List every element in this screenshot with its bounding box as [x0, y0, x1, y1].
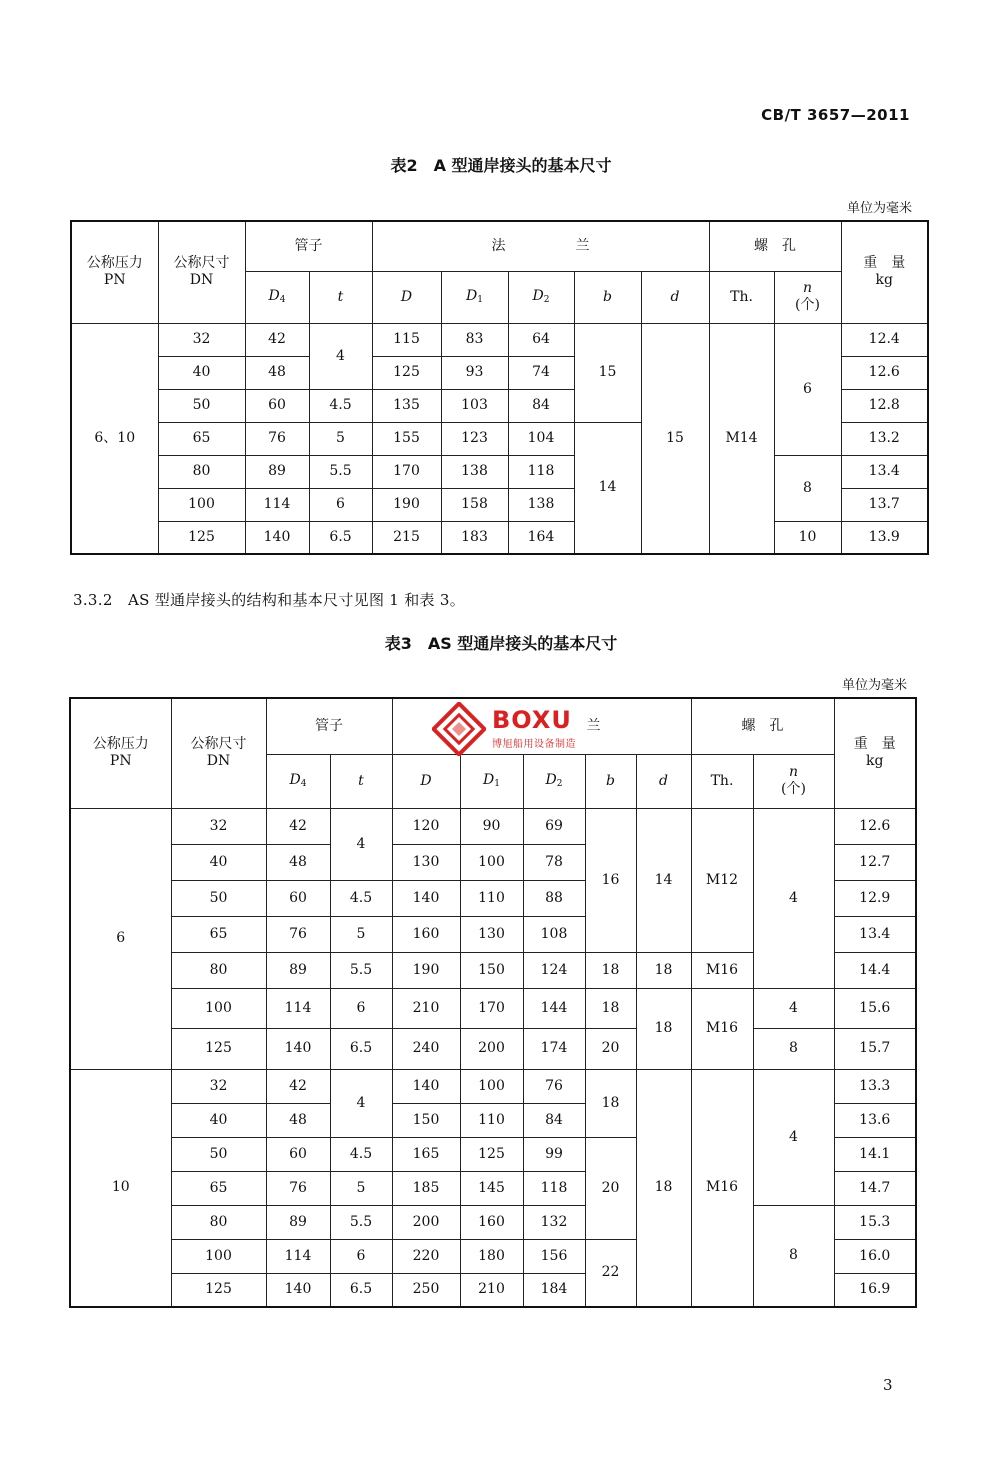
cell: 93: [441, 356, 508, 389]
cell: 83: [441, 323, 508, 356]
cell: 60: [245, 389, 309, 422]
cell: 123: [441, 422, 508, 455]
cell: 13.3: [834, 1069, 916, 1103]
cell: 100: [158, 488, 245, 521]
cell: 174: [523, 1028, 585, 1069]
cell: 140: [266, 1273, 330, 1307]
cell: 120: [392, 808, 460, 844]
cell: 50: [171, 1137, 266, 1171]
cell: 13.6: [834, 1103, 916, 1137]
cell: 15.3: [834, 1205, 916, 1239]
cell: 18: [585, 1069, 636, 1137]
cell: 69: [523, 808, 585, 844]
cell: 88: [523, 880, 585, 916]
table-row: [70, 1028, 916, 1069]
cell: 5.5: [330, 1205, 392, 1239]
cell: 200: [392, 1205, 460, 1239]
cell: 124: [523, 952, 585, 988]
cell: 40: [158, 356, 245, 389]
cell: 140: [245, 521, 309, 554]
cell: 104: [508, 422, 574, 455]
cell: 14.4: [834, 952, 916, 988]
table3-title: 表3 AS 型通岸接头的基本尺寸: [384, 634, 618, 653]
cell: 8: [753, 1205, 834, 1307]
cell: 164: [508, 521, 574, 554]
cell: 160: [392, 916, 460, 952]
cell: 15.6: [834, 988, 916, 1028]
table2-unit: 单位为毫米: [846, 201, 912, 216]
cell: 185: [392, 1171, 460, 1205]
cell: 4: [330, 808, 392, 880]
cell: 32: [171, 1069, 266, 1103]
cell: 89: [245, 455, 309, 488]
cell: 150: [392, 1103, 460, 1137]
cell: 84: [523, 1103, 585, 1137]
table-row: [70, 1205, 916, 1239]
cell: 4: [309, 323, 372, 389]
cell: 14.1: [834, 1137, 916, 1171]
cell: 18: [636, 952, 691, 988]
cell: 65: [171, 916, 266, 952]
table2: [70, 220, 929, 555]
cell: 6.5: [330, 1028, 392, 1069]
table2-header-flange: 法 兰: [372, 221, 709, 271]
cell: 114: [266, 1239, 330, 1273]
cell: 20: [585, 1028, 636, 1069]
cell: 4: [753, 808, 834, 988]
cell: 150: [460, 952, 523, 988]
cell: 16.9: [834, 1273, 916, 1307]
cell: 6: [774, 323, 841, 455]
table2-header-D2: $D_2$: [508, 271, 574, 323]
cell: 60: [266, 880, 330, 916]
table3-unit: 单位为毫米: [841, 678, 907, 693]
cell: 6.5: [330, 1273, 392, 1307]
cell: 6: [330, 1239, 392, 1273]
cell: 4.5: [330, 880, 392, 916]
cell: 48: [245, 356, 309, 389]
table-row: [70, 1069, 916, 1103]
cell: 16: [585, 808, 636, 952]
cell: 5: [330, 1171, 392, 1205]
cell: 114: [266, 988, 330, 1028]
cell: 15.7: [834, 1028, 916, 1069]
cell: 138: [508, 488, 574, 521]
cell: 99: [523, 1137, 585, 1171]
cell: 160: [460, 1205, 523, 1239]
cell: 170: [372, 455, 441, 488]
table2-header-pipe: 管子: [245, 221, 372, 271]
cell: 89: [266, 952, 330, 988]
cell: 215: [372, 521, 441, 554]
boxu-watermark-logo: [432, 702, 592, 756]
table3-header-t: t: [330, 754, 392, 808]
cell: 76: [266, 1171, 330, 1205]
cell: 42: [266, 1069, 330, 1103]
cell: 180: [460, 1239, 523, 1273]
cell: 13.7: [841, 488, 928, 521]
table3-header-b: b: [585, 754, 636, 808]
cell: 130: [392, 844, 460, 880]
cell: 210: [460, 1273, 523, 1307]
cell: 12.4: [841, 323, 928, 356]
cell: 130: [460, 916, 523, 952]
cell: 50: [158, 389, 245, 422]
cell: 5.5: [309, 455, 372, 488]
cell: 118: [523, 1171, 585, 1205]
cell: 200: [460, 1028, 523, 1069]
cell: 125: [171, 1028, 266, 1069]
cell: 90: [460, 808, 523, 844]
table2-header-th: Th.: [709, 271, 774, 323]
cell: 80: [171, 952, 266, 988]
cell: 125: [460, 1137, 523, 1171]
cell: 190: [372, 488, 441, 521]
cell: 140: [392, 880, 460, 916]
cell: 50: [171, 880, 266, 916]
cell: 165: [392, 1137, 460, 1171]
cell: 210: [392, 988, 460, 1028]
cell: 89: [266, 1205, 330, 1239]
cell: 135: [372, 389, 441, 422]
cell: 155: [372, 422, 441, 455]
cell: 114: [245, 488, 309, 521]
cell: 118: [508, 455, 574, 488]
cell: 18: [636, 1069, 691, 1307]
cell: M16: [691, 988, 753, 1069]
cell: 158: [441, 488, 508, 521]
cell: 132: [523, 1205, 585, 1239]
cell: M16: [691, 952, 753, 988]
table3-header-weight: 重 量 kg: [834, 698, 916, 808]
cell: 76: [245, 422, 309, 455]
table3-pn6: 6: [70, 808, 171, 1069]
cell: 125: [171, 1273, 266, 1307]
cell: 4: [330, 1069, 392, 1137]
table2-pn: 6、10: [71, 323, 158, 554]
cell: 5: [309, 422, 372, 455]
cell: 100: [460, 844, 523, 880]
clause-text: 3.3.2 AS 型通岸接头的结构和基本尺寸见图 1 和表 3。: [73, 591, 466, 609]
cell: 103: [441, 389, 508, 422]
table-row: [71, 521, 928, 554]
cell: 108: [523, 916, 585, 952]
cell: 76: [266, 916, 330, 952]
table3-header-d: d: [636, 754, 691, 808]
cell: 125: [372, 356, 441, 389]
table2-header-t: t: [309, 271, 372, 323]
table2-header-D4: $D_4$: [245, 271, 309, 323]
cell: 48: [266, 844, 330, 880]
table-row: [71, 455, 928, 488]
cell: 13.4: [834, 916, 916, 952]
cell: 145: [460, 1171, 523, 1205]
cell: 110: [460, 1103, 523, 1137]
cell: 8: [753, 1028, 834, 1069]
cell: 15: [574, 323, 641, 422]
table3-header-flange: 兰: [392, 698, 691, 754]
cell: 32: [158, 323, 245, 356]
cell: 6: [330, 988, 392, 1028]
cell: 100: [171, 1239, 266, 1273]
cell: 170: [460, 988, 523, 1028]
cell: 12.6: [841, 356, 928, 389]
cell: 13.2: [841, 422, 928, 455]
cell: 40: [171, 1103, 266, 1137]
table2-header-D: D: [372, 271, 441, 323]
cell: 220: [392, 1239, 460, 1273]
cell: 14: [574, 422, 641, 554]
cell: 76: [523, 1069, 585, 1103]
cell: 65: [171, 1171, 266, 1205]
table3-header-dn: 公称尺寸 DN: [171, 698, 266, 808]
cell: 80: [171, 1205, 266, 1239]
cell: 13.4: [841, 455, 928, 488]
table3-header-pipe: 管子: [266, 698, 392, 754]
cell: 184: [523, 1273, 585, 1307]
cell: 74: [508, 356, 574, 389]
cell: 12.7: [834, 844, 916, 880]
table2-header-D1: $D_1$: [441, 271, 508, 323]
table3-header-D4: $D_4$: [266, 754, 330, 808]
cell: M12: [691, 808, 753, 952]
table2-header-d: d: [641, 271, 709, 323]
cell: 14: [636, 808, 691, 952]
cell: 138: [441, 455, 508, 488]
cell: 4: [753, 1069, 834, 1205]
cell: 48: [266, 1103, 330, 1137]
table3-header-th: Th.: [691, 754, 753, 808]
table3-header-D2: $D_2$: [523, 754, 585, 808]
cell: 6.5: [309, 521, 372, 554]
cell: M14: [709, 323, 774, 554]
cell: 10: [774, 521, 841, 554]
cell: 20: [585, 1137, 636, 1239]
table2-header-b: b: [574, 271, 641, 323]
table3-header-bolt: 螺 孔: [691, 698, 834, 754]
table2-header-dn: 公称尺寸 DN: [158, 221, 245, 323]
cell: M16: [691, 1069, 753, 1307]
table3-header-D: D: [392, 754, 460, 808]
cell: 8: [774, 455, 841, 521]
page-number: 3: [883, 1376, 893, 1394]
cell: 115: [372, 323, 441, 356]
cell: 110: [460, 880, 523, 916]
cell: 125: [158, 521, 245, 554]
table2-header-weight: 重 量 kg: [841, 221, 928, 323]
cell: 22: [585, 1239, 636, 1307]
watermark-brand: BOXU: [492, 706, 572, 734]
cell: 32: [171, 808, 266, 844]
cell: 14.7: [834, 1171, 916, 1205]
cell: 240: [392, 1028, 460, 1069]
cell: 140: [266, 1028, 330, 1069]
cell: 140: [392, 1069, 460, 1103]
cell: 4: [753, 988, 834, 1028]
cell: 12.6: [834, 808, 916, 844]
table3-header-n: n (个): [753, 754, 834, 808]
table2-header-n: n (个): [774, 271, 841, 323]
cell: 190: [392, 952, 460, 988]
cell: 40: [171, 844, 266, 880]
cell: 100: [171, 988, 266, 1028]
table3: [69, 697, 917, 1308]
cell: 5: [330, 916, 392, 952]
cell: 18: [585, 988, 636, 1028]
table2-header-bolt: 螺 孔: [709, 221, 841, 271]
table3-header-D1: $D_1$: [460, 754, 523, 808]
cell: 64: [508, 323, 574, 356]
table3-pn10: 10: [70, 1069, 171, 1307]
cell: 13.9: [841, 521, 928, 554]
table2-header-pn: 公称压力 PN: [71, 221, 158, 323]
cell: 42: [266, 808, 330, 844]
cell: 78: [523, 844, 585, 880]
cell: 60: [266, 1137, 330, 1171]
boxu-logo-icon: [432, 702, 486, 756]
cell: 156: [523, 1239, 585, 1273]
table-row: [71, 323, 928, 356]
cell: 18: [636, 988, 691, 1069]
table2-title: 表2 A 型通岸接头的基本尺寸: [390, 156, 612, 175]
cell: 12.9: [834, 880, 916, 916]
cell: 4.5: [330, 1137, 392, 1171]
cell: 15: [641, 323, 709, 554]
standard-number: CB/T 3657—2011: [761, 106, 910, 124]
cell: 183: [441, 521, 508, 554]
cell: 84: [508, 389, 574, 422]
watermark-subtitle: 博旭船用设备制造: [492, 739, 576, 750]
cell: 4.5: [309, 389, 372, 422]
table-row: [70, 808, 916, 844]
cell: 144: [523, 988, 585, 1028]
cell: 250: [392, 1273, 460, 1307]
cell: 6: [309, 488, 372, 521]
cell: 65: [158, 422, 245, 455]
cell: 100: [460, 1069, 523, 1103]
table3-header-pn: 公称压力 PN: [70, 698, 171, 808]
cell: 5.5: [330, 952, 392, 988]
cell: 80: [158, 455, 245, 488]
cell: 42: [245, 323, 309, 356]
table-row: [70, 988, 916, 1028]
cell: 18: [585, 952, 636, 988]
cell: 16.0: [834, 1239, 916, 1273]
cell: 12.8: [841, 389, 928, 422]
